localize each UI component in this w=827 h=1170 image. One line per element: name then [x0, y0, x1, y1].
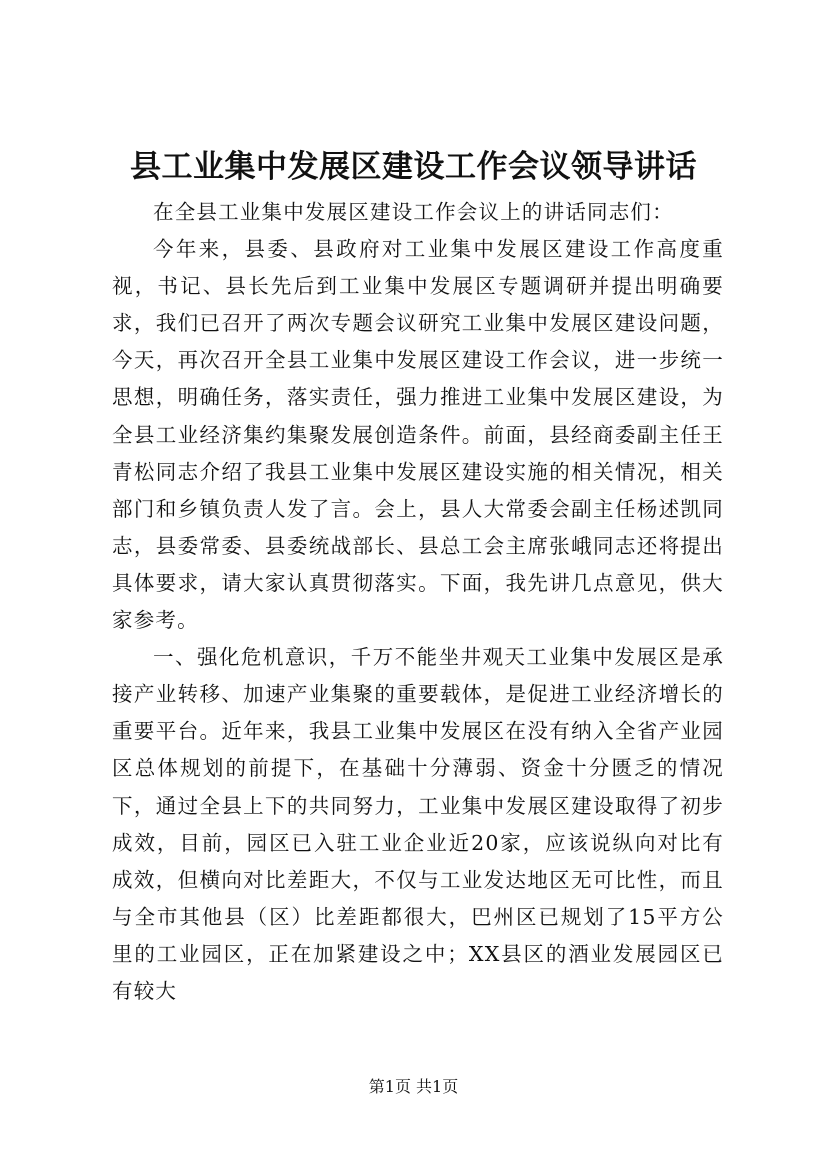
paragraph-intro: 今年来，县委、县政府对工业集中发展区建设工作高度重视，书记、县长先后到工业集中发展区专题调研并提出明确要求，我们已召开了两次专题会议研究工业集中发展区建设问题，今天，再次召开全县工业集中发展区建设工作会议，进一步统一思想，明确任务，落实责任，强力推进工业集中发展区建设，为全县工业经济集约集聚发展创造条件。前面，县经商委副主任王青松同志介绍了我县工业集中发展区建设实施的相关情况，相关部门和乡镇负责人发了言。会上，县人大常委会副主任杨述凯同志，县委常委、县委统战部长、县总工会主席张峨同志还将提出具体要求，请大家认真贯彻落实。下面，我先讲几点意见，供大家参考。 [112, 237, 724, 633]
paragraph-section-one: 一、强化危机意识，千万不能坐井观天工业集中发展区是承接产业转移、加速产业集聚的重要载体，是促进工业经济增长的重要平台。近年来，我县工业集中发展区在没有纳入全省产业园区总体规划的前提下，在基础十分薄弱、资金十分匮乏的情况下，通过全县上下的共同努力，工业集中发展区建设取得了初步成效，目前，园区已入驻工业企业近20家，应该说纵向对比有成效，但横向对比差距大，不仅与工业发达地区无可比性，而且与全市其他县（区）比差距都很大，巴州区已规划了15平方公里的工业园区，正在加紧建设之中；XX县区的酒业发展园区已有较大 [112, 645, 724, 1003]
page-footer: 第1页 共1页 [368, 1077, 459, 1096]
paragraph-greeting: 在全县工业集中发展区建设工作会议上的讲话同志们： [153, 200, 674, 224]
document-title: 县工业集中发展区建设工作会议领导讲话 [130, 149, 697, 185]
document-body [112, 194, 724, 1010]
